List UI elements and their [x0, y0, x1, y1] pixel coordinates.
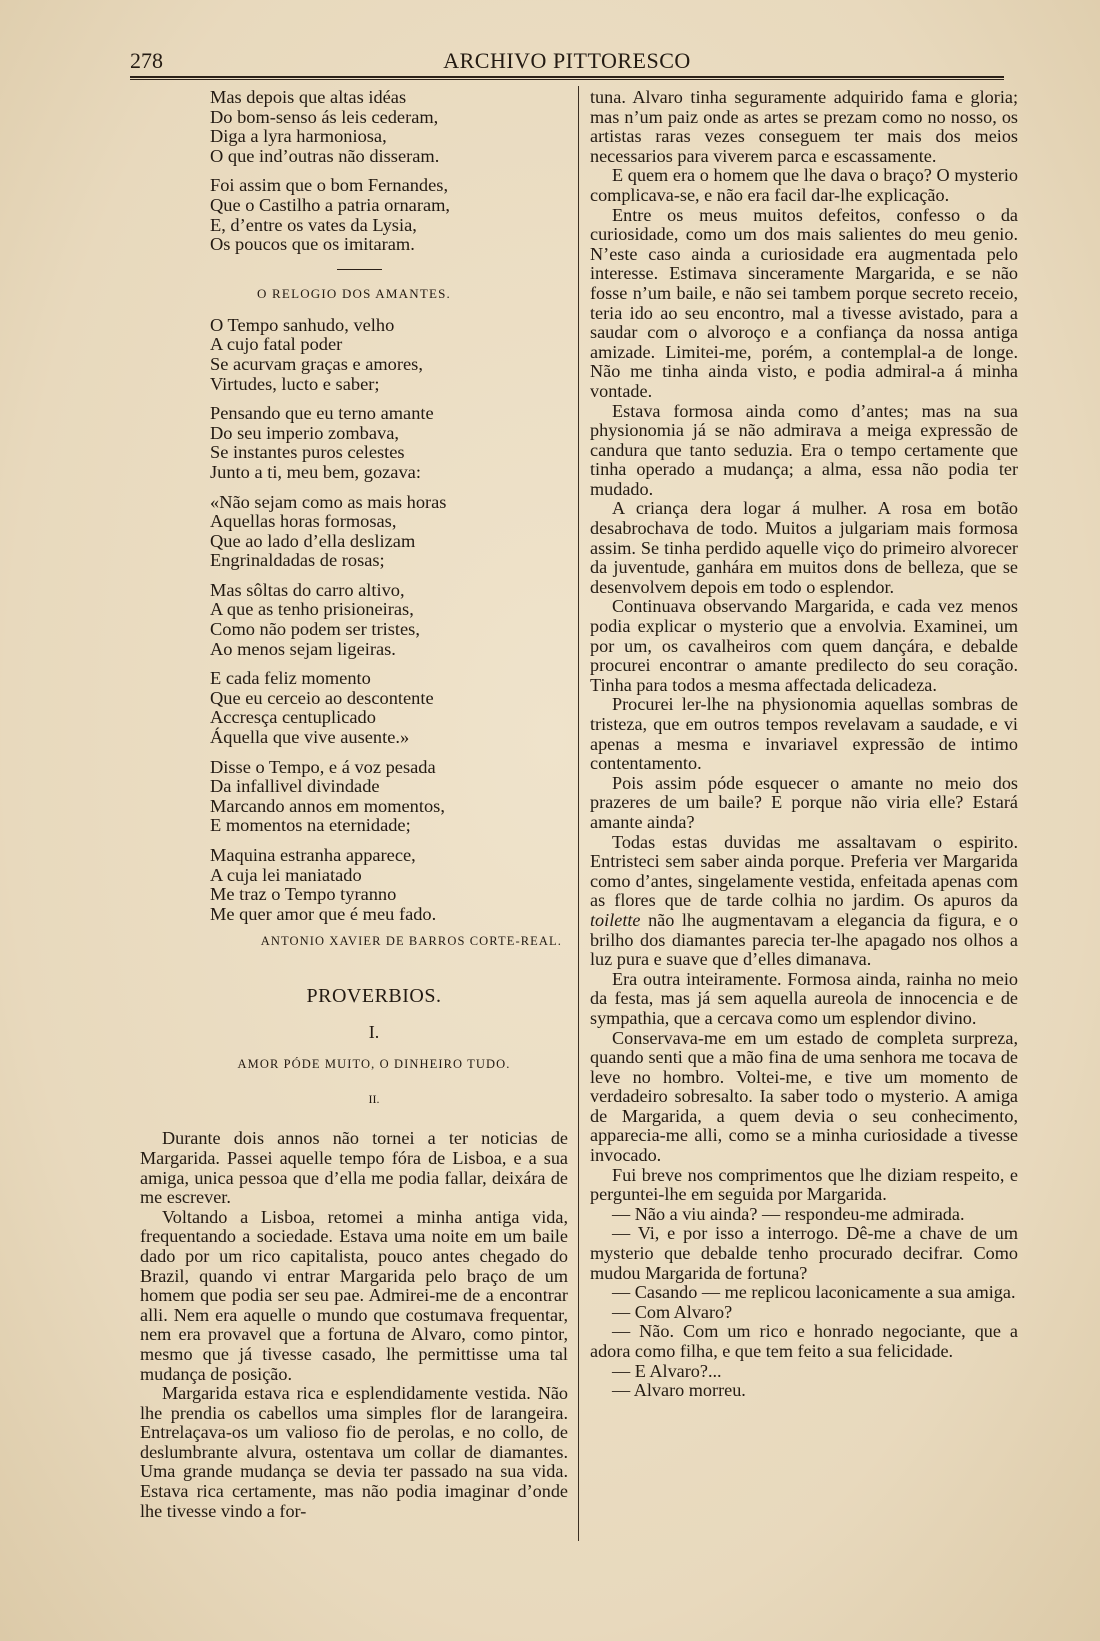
paragraph: Continuava observando Margarida, e cada vez menos podia explicar o mysterio que a envolvia. Examinei, um por um, os cavalheiros com quem dançára, e debalde procurei encontrar o amante predilecto do seu coração. Tinha para todos a mesma affectada delicadeza.	[590, 596, 1018, 695]
poem-title: O RELOGIO DOS AMANTES.	[257, 285, 451, 301]
paragraph: A criança dera logar á mulher. A rosa em botão desabrochava de todo. Muitos a julgariam mais formosa assim. Se tinha perdido aquelle viço do primeiro alvorecer da juventude, ganhára em muitos dons de belleza, que se desenvolvem depois em todo o esplendor.	[590, 498, 1018, 597]
paragraph: — Vi, e por isso a interrogo. Dê-me a chave de um mysterio que debalde tenho procurado decifrar. Como mudou Margarida de fortuna?	[590, 1223, 1018, 1283]
verse-line: Engrinaldadas de rosas;	[210, 550, 385, 571]
verse-line: Que ao lado d’ella deslizam	[210, 530, 416, 551]
paragraph: Procurei ler-lhe na physionomia aquellas sombras de tristeza, que em outros tempos revelavam a saudade, e vi apenas a mesma e invariavel expressão de intimo contentamento.	[590, 694, 1018, 774]
header-rule	[130, 76, 1004, 80]
poem-body	[140, 316, 568, 925]
verse-line: Se instantes puros celestes	[210, 442, 405, 463]
verse-line: Do seu imperio zombava,	[210, 422, 399, 443]
verse-line: O Tempo sanhudo, velho	[210, 314, 395, 335]
paragraph: Durante dois annos não tornei a ter noticias de Margarida. Passei aquelle tempo fóra de Lisboa, e a sua amiga, unica pessoa que d’ella me podia fallar, deixára de me escrever.	[140, 1128, 568, 1208]
verse-line: Mas depois que altas idéas	[210, 87, 407, 107]
stanza	[210, 846, 568, 924]
paragraph: tuna. Alvaro tinha seguramente adquirido fama e gloria; mas n’um paiz onde as artes se prezam como no nosso, os artistas raras vezes conseguem ter mais dos meios necessarios para viverem parca e escassamente.	[590, 87, 1018, 166]
paragraph: Fui breve nos comprimentos que lhe diziam respeito, e perguntei-lhe em seguida por Margarida.	[590, 1164, 1018, 1205]
section-number: I.	[368, 1022, 380, 1043]
stanza	[210, 669, 568, 747]
stanza	[210, 581, 568, 659]
stanza	[210, 88, 568, 166]
verse-line: Virtudes, lucto e saber;	[210, 373, 380, 394]
chapter-number: II.	[368, 1092, 380, 1107]
verse-line: Disse o Tempo, e á voz pesada	[210, 756, 436, 777]
verse-line: A cujo fatal poder	[210, 334, 343, 355]
verse-line: Me quer amor que é meu fado.	[210, 903, 437, 924]
verse-line: E cada feliz momento	[210, 668, 371, 689]
paragraph: Era outra inteiramente. Formosa ainda, rainha no meio da festa, mas já sem aquella aureola de innocencia e de sympathia, que a cercava como um esplendor divino.	[590, 968, 1018, 1028]
verse-line: Como não podem ser tristes,	[210, 619, 420, 640]
verse-line: A que as tenho prisioneiras,	[210, 599, 414, 620]
verse-line: Pensando que eu terno amante	[210, 403, 434, 424]
column-divider	[578, 86, 579, 1541]
paragraph: — E Alvaro?...	[612, 1360, 722, 1381]
verse-line: A cuja lei maniatado	[210, 864, 362, 885]
verse-line: Do bom-senso ás leis cederam,	[210, 106, 439, 127]
verse-line: Aquellas horas formosas,	[210, 511, 397, 532]
verse-line: Junto a ti, meu bem, gozava:	[210, 461, 421, 482]
verse-line: Diga a lyra harmoniosa,	[210, 126, 387, 147]
verse-line: E, d’entre os vates da Lysia,	[210, 214, 417, 235]
stanza	[210, 404, 568, 482]
paragraph: — Alvaro morreu.	[612, 1380, 746, 1401]
verse-line: «Não sejam como as mais horas	[210, 491, 447, 512]
verse-line: Mas sôltas do carro altivo,	[210, 579, 405, 600]
paragraph: Pois assim póde esquecer o amante no meio dos prazeres de um baile? E porque não viria elle? Estará amante ainda?	[590, 772, 1018, 832]
paragraph: Conservava-me em um estado de completa surpreza, quando senti que a mão fina de uma senhora me tocava de leve no hombro. Voltei-me, e tive um momento de verdadeiro sobresalto. Ia saber todo o mysterio. A amiga de Margarida, a quem devia o seu conhecimento, apparecia-me alli, como se a minha curiosidade a tivesse invocado.	[590, 1027, 1018, 1166]
verse-line: Ao menos sejam ligeiras.	[210, 638, 396, 659]
paragraph: — Não a viu ainda? — respondeu-me admirada.	[612, 1203, 965, 1224]
verse-line: E momentos na eternidade;	[210, 815, 411, 836]
stanza	[210, 493, 568, 571]
left-prose	[140, 1129, 568, 1521]
right-column	[590, 88, 1018, 1401]
paragraph: — Com Alvaro?	[612, 1301, 733, 1322]
verse-line: Que eu cerceio ao descontente	[210, 687, 434, 708]
verse-line: Da infallivel divindade	[210, 776, 380, 797]
verse-line: Foi assim que o bom Fernandes,	[210, 175, 449, 196]
paragraph: Entre os meus muitos defeitos, confesso o da curiosidade, como um dos mais salientes do meu genio. N’este caso ainda a curiosidade era augmentada pelo interesse. Estimava sinceramente Margarida, e se não fosse n’um baile, e não sei tambem porque secreto receio, teria ido ao seu encontro, mal a tivesse avistado, para a saudar com o alvoroço e a confiança da nossa antiga amizade. Limitei-me, porém, a contemplal-a de longe. Não me tinha ainda visto, e podia admiral-a á minha vontade.	[590, 204, 1018, 401]
verse-line: Me traz o Tempo tyranno	[210, 884, 397, 905]
section-subtitle: AMOR PÓDE MUITO, O DINHEIRO TUDO.	[237, 1057, 511, 1072]
left-column	[140, 88, 568, 1521]
right-prose	[590, 88, 1018, 1401]
paragraph: Todas estas duvidas me assaltavam o espirito. Entristeci sem saber ainda porque. Preferia ver Margarida como d’antes, singelamente vestida, enfeitada apenas com as flores que de tarde colhia no jardim. Os apuros da toilette não lhe augmentavam a elegancia da figura, e o brilho dos diamantes parecia ter-lhe apagado nos olhos a luz pura e suave que d’elles dimanava.	[590, 831, 1018, 970]
verse-line: Se acurvam graças e amores,	[210, 353, 423, 374]
poem-separator	[337, 269, 382, 270]
paragraph: Voltando a Lisboa, retomei a minha antiga vida, frequentando a sociedade. Estava uma noite em um baile dado por um rico capitalista, pouco antes chegado do Brazil, quando vi entrar Margarida pelo braço de um homem que podia ser seu pae. Admirei-me de a encontrar alli. Nem era aquelle o mundo que costumava frequentar, nem era provavel que a fortuna de Alvaro, como pintor, mesmo que já tivesse casado, lhe permittisse uma tal mudança de posição.	[140, 1206, 568, 1384]
page-header	[130, 44, 1004, 78]
paragraph: Margarida estava rica e esplendidamente vestida. Não lhe prendia os cabellos uma simples flor de larangeira. Entrelaçava-os um valioso fio de perolas, e no collo, de deslumbrante alvura, ostentava um collar de diamantes. Uma grande mudança se devia ter passado na sua vida. Estava rica certamente, mas não podia imaginar d’onde lhe tivesse vindo a for-	[140, 1383, 568, 1521]
verse-line: Accresça centuplicado	[210, 707, 376, 728]
running-title: ARCHIVO PITTORESCO	[443, 48, 691, 73]
stanza	[210, 176, 568, 254]
verse-line: Áquella que vive ausente.»	[210, 727, 410, 748]
section-title: PROVERBIOS.	[306, 985, 442, 1008]
verse-line: Que o Castilho a patria ornaram,	[210, 194, 451, 215]
stanza	[210, 316, 568, 394]
poem-signature: ANTONIO XAVIER DE BARROS CORTE-REAL.	[260, 934, 562, 949]
verse-line: Os poucos que os imitaram.	[210, 234, 415, 255]
opening-verses	[140, 88, 568, 255]
paragraph: Estava formosa ainda como d’antes; mas na sua physionomia já se não admirava a meiga expressão de candura que tanto seduzia. Era o tempo certamente que tinha operado a mudança; a alma, essa não podia ter mudado.	[590, 400, 1018, 499]
verse-line: Maquina estranha apparece,	[210, 845, 416, 865]
paragraph: E quem era o homem que lhe dava o braço? O mysterio complicava-se, e não era facil dar-lhe explicação.	[590, 165, 1018, 205]
verse-line: O que ind’outras não disseram.	[210, 145, 440, 166]
page-number: 278	[130, 48, 163, 73]
paragraph: — Casando — me replicou laconicamente a sua amiga.	[612, 1282, 1016, 1303]
verse-line: Marcando annos em momentos,	[210, 795, 445, 816]
stanza	[210, 758, 568, 836]
paragraph: — Não. Com um rico e honrado negociante, que a adora como filha, e que tem feito a sua felicidade.	[590, 1321, 1018, 1361]
